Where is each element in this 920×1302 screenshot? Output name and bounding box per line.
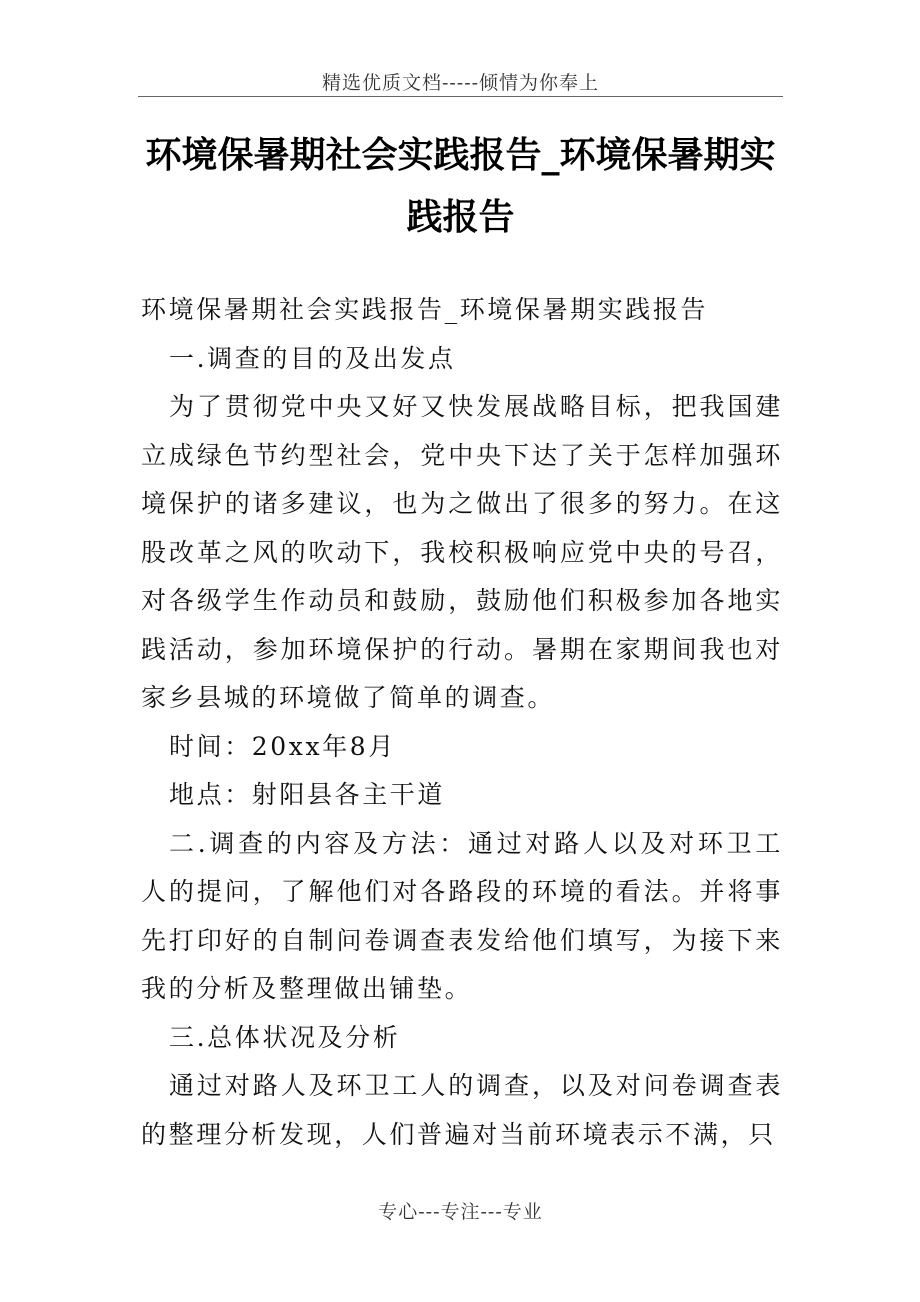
- page-header: 精选优质文档-----倾情为你奉上: [321, 72, 600, 94]
- intro-paragraph: 环境保暑期社会实践报告_环境保暑期实践报告: [141, 295, 709, 324]
- section-heading-purpose: 一.调查的目的及出发点: [169, 343, 456, 373]
- section-heading-analysis: 三.总体状况及分析: [169, 1022, 401, 1052]
- method-paragraph: 二.调查的内容及方法：通过对路人以及对环卫工人的提问，了解他们对各路段的环境的看法。并将事先打印好的自制问卷调查表发给他们填写，为接下来我的分析及整理做出铺垫。: [141, 828, 783, 1003]
- time-line: 时间：20xx年8月: [169, 731, 396, 761]
- page-footer: 专心---专注---专业: [378, 1201, 543, 1223]
- purpose-paragraph: 为了贯彻党中央又好又快发展战略目标，把我国建立成绿色节约型社会，党中央下达了关于怎样加强环境保护的诸多建议，也为之做出了很多的努力。在这股改革之风的吹动下，我校积极响应党中央的号召，对各级学生作动员和鼓励，鼓励他们积极参加各地实践活动，参加环境保护的行动。暑期在家期间我也对家乡县城的环境做了简单的调查。: [141, 392, 783, 712]
- header-divider: [138, 96, 783, 97]
- location-line: 地点：射阳县各主干道: [169, 780, 446, 809]
- document-title: 环境保暑期社会实践报告_环境保暑期实践报告: [145, 134, 776, 238]
- analysis-paragraph: 通过对路人及环卫工人的调查，以及对问卷调查表的整理分析发现，人们普遍对当前环境表示不满，只: [141, 1071, 783, 1149]
- document-body: [141, 286, 783, 1159]
